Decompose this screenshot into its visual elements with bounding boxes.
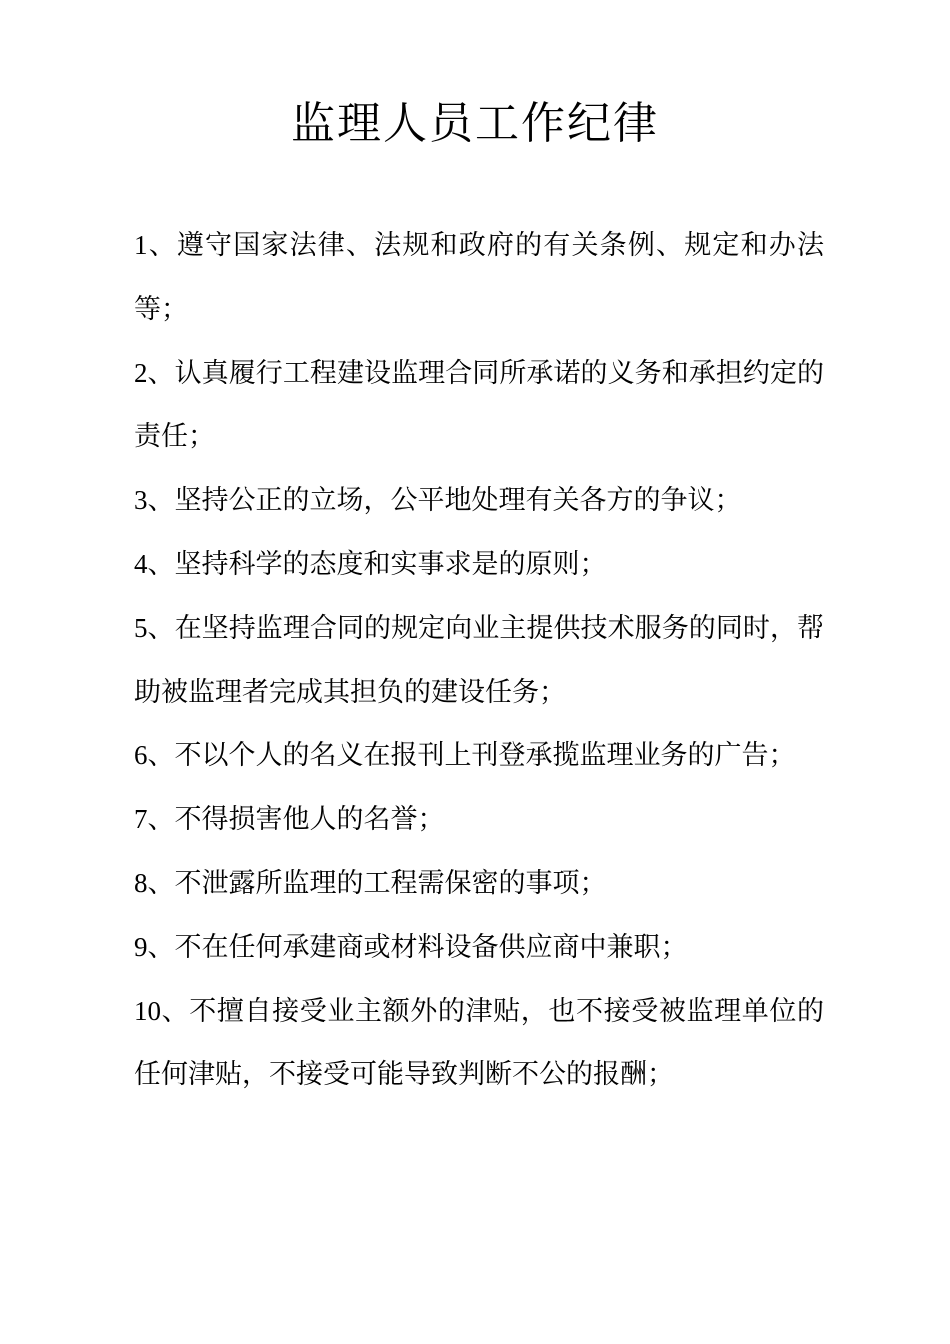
- rule-text: 、不得损害他人的名誉；: [147, 804, 445, 836]
- rule-number: 5: [134, 612, 148, 643]
- rule-text: 、坚持公正的立场，公平地处理有关各方的争议；: [147, 485, 742, 517]
- rule-number: 2: [134, 357, 148, 388]
- rule-text: 、遵守国家法律、法规和政府的有关条例、规定和办法等；: [134, 230, 824, 325]
- rule-text: 、不在任何承建商或材料设备供应商中兼职；: [147, 931, 688, 963]
- rule-number: 8: [134, 867, 148, 898]
- rule-number: 10: [134, 995, 161, 1026]
- rule-number: 3: [134, 485, 148, 516]
- rule-text: 、不以个人的名义在报刊上刊登承揽监理业务的广告；: [147, 740, 796, 772]
- rule-item-10: [134, 980, 824, 1108]
- rule-item-2: [134, 342, 824, 470]
- rule-text: 、不泄露所监理的工程需保密的事项；: [147, 867, 607, 899]
- rule-item-1: [134, 214, 824, 342]
- rule-item-4: [134, 533, 824, 597]
- rule-text: 、认真履行工程建设监理合同所承诺的义务和承担约定的责任；: [134, 357, 824, 453]
- rule-item-5: [134, 597, 824, 725]
- rule-number: 9: [134, 931, 148, 962]
- rules-list: [134, 214, 824, 1107]
- rule-number: 7: [134, 804, 148, 835]
- rule-text: 、在坚持监理合同的规定向业主提供技术服务的同时，帮助被监理者完成其担负的建设任务；: [134, 612, 824, 708]
- rule-number: 4: [134, 548, 148, 579]
- rule-text: 、不擅自接受业主额外的津贴，也不接受被监理单位的任何津贴，不接受可能导致判断不公的报酬；: [134, 995, 824, 1091]
- rule-number: 1: [134, 230, 148, 260]
- rule-item-3: [134, 469, 824, 533]
- rule-number: 6: [134, 740, 148, 771]
- rule-item-6: [134, 724, 824, 788]
- rule-item-8: [134, 852, 824, 916]
- rule-item-7: [134, 788, 824, 852]
- rule-text: 、坚持科学的态度和实事求是的原则；: [147, 548, 607, 580]
- rule-item-9: [134, 916, 824, 980]
- document-title: 监理人员工作纪律: [291, 98, 659, 149]
